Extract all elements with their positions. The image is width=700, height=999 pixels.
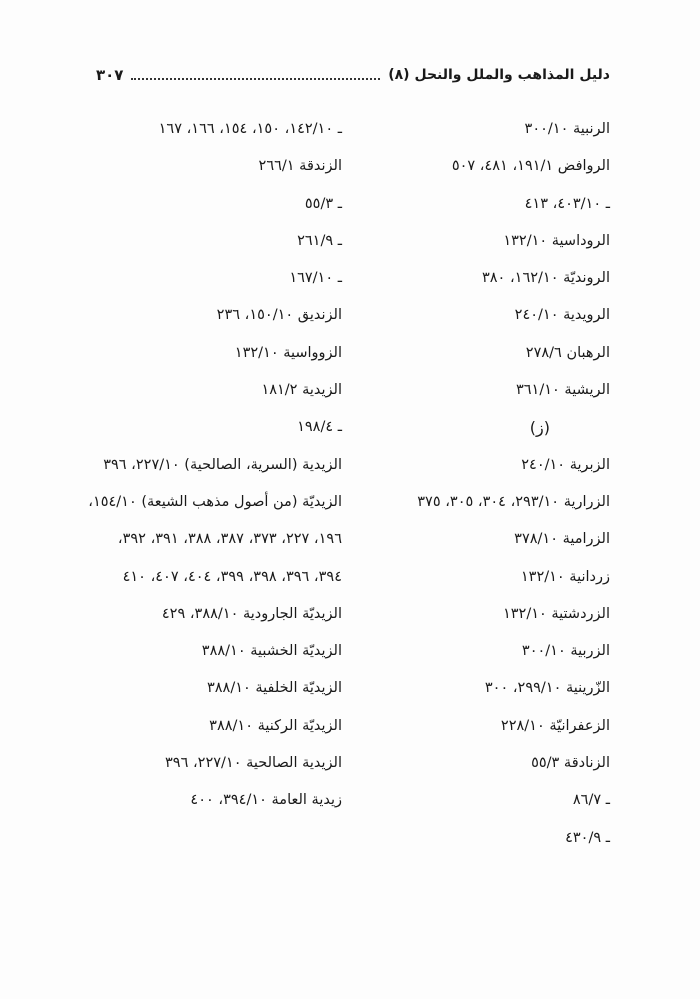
page-number: ٣٠٧ bbox=[96, 66, 124, 84]
index-entry: الزرامية ٣٧٨/١٠ bbox=[514, 531, 610, 548]
index-entry: الزيديّة الخلفية ٣٨٨/١٠ bbox=[206, 680, 342, 697]
index-entry: ـ ٤٠٣/١٠، ٤١٣ bbox=[524, 195, 610, 212]
index-entry: زردانية ١٣٢/١٠ bbox=[520, 568, 610, 585]
index-entry: الرنبية ٣٠٠/١٠ bbox=[524, 121, 610, 137]
index-entry: الزندقة ٢٦٦/١ bbox=[258, 158, 342, 175]
section-letter-heading: (ز) bbox=[529, 418, 550, 438]
index-entry: الرهبان ٢٧٨/٦ bbox=[525, 344, 610, 361]
running-header bbox=[96, 62, 610, 88]
index-entry: الزرارية ٢٩٣/١٠، ٣٠٤، ٣٠٥، ٣٧٥ bbox=[417, 493, 610, 510]
index-entry: الزيديّة الجارودية ٣٨٨/١٠، ٤٢٩ bbox=[161, 605, 342, 622]
leader-dots bbox=[131, 78, 380, 80]
index-entry-continuation: ١٩٦، ٢٢٧، ٣٧٣، ٣٨٧، ٣٨٨، ٣٩١، ٣٩٢، bbox=[117, 531, 342, 548]
index-column-right bbox=[360, 111, 610, 857]
index-entry: الروداسية ١٣٢/١٠ bbox=[503, 232, 610, 249]
index-entry: زيدية العامة ٣٩٤/١٠، ٤٠٠ bbox=[190, 792, 342, 809]
index-entry: الزّرينية ٢٩٩/١٠، ٣٠٠ bbox=[484, 680, 610, 697]
index-entry: الروافض ١٩١/١، ٤٨١، ٥٠٧ bbox=[451, 158, 610, 175]
index-entry: الزربية ٣٠٠/١٠ bbox=[521, 643, 610, 660]
book-title: دليل المذاهب والملل والنحل (٨) bbox=[388, 67, 610, 83]
index-entry: الريشية ٣٦١/١٠ bbox=[515, 382, 610, 399]
index-entry-continuation: ٣٩٤، ٣٩٦، ٣٩٨، ٣٩٩، ٤٠٤، ٤٠٧، ٤١٠ bbox=[122, 568, 342, 585]
index-entry: الزعفرانيّة ٢٢٨/١٠ bbox=[500, 717, 610, 734]
index-entry: الزيديّة الركنية ٣٨٨/١٠ bbox=[209, 717, 342, 734]
index-entry: الرونديّة ١٦٢/١٠، ٣٨٠ bbox=[481, 270, 610, 287]
index-entry: ـ ١٩٨/٤ bbox=[297, 419, 342, 436]
index-entry: الزوواسية ١٣٢/١٠ bbox=[234, 344, 342, 361]
index-entry: ـ ٥٥/٣ bbox=[304, 195, 342, 212]
index-column-left bbox=[72, 111, 342, 820]
index-entry: ـ ٢٦١/٩ bbox=[297, 232, 342, 249]
index-entry: الزيديّة (من أصول مذهب الشيعة) ١٥٤/١٠، bbox=[88, 493, 342, 510]
index-entry: الزيديّة الخشبية ٣٨٨/١٠ bbox=[201, 643, 342, 660]
index-entry: ـ ١٤٢/١٠، ١٥٠، ١٥٤، ١٦٦، ١٦٧ bbox=[158, 121, 342, 137]
index-entry: الرويدية ٢٤٠/١٠ bbox=[514, 307, 610, 324]
index-entry: الزردشتية ١٣٢/١٠ bbox=[502, 605, 610, 622]
index-entry: ـ ٤٣٠/٩ bbox=[565, 829, 610, 846]
index-entry: الزنادقة ٥٥/٣ bbox=[531, 755, 610, 772]
index-entry: الزيدية (السرية، الصالحية) ٢٢٧/١٠، ٣٩٦ bbox=[103, 456, 342, 473]
index-entry: الزبرية ٢٤٠/١٠ bbox=[521, 456, 610, 473]
index-entry: الزنديق ١٥٠/١٠، ٢٣٦ bbox=[216, 307, 342, 324]
index-entry: ـ ٨٦/٧ bbox=[572, 792, 610, 809]
index-entry: الزيدية ١٨١/٢ bbox=[261, 382, 342, 399]
index-entry: الزيدية الصالحية ٢٢٧/١٠، ٣٩٦ bbox=[165, 755, 342, 772]
index-entry: ـ ١٦٧/١٠ bbox=[289, 270, 342, 287]
